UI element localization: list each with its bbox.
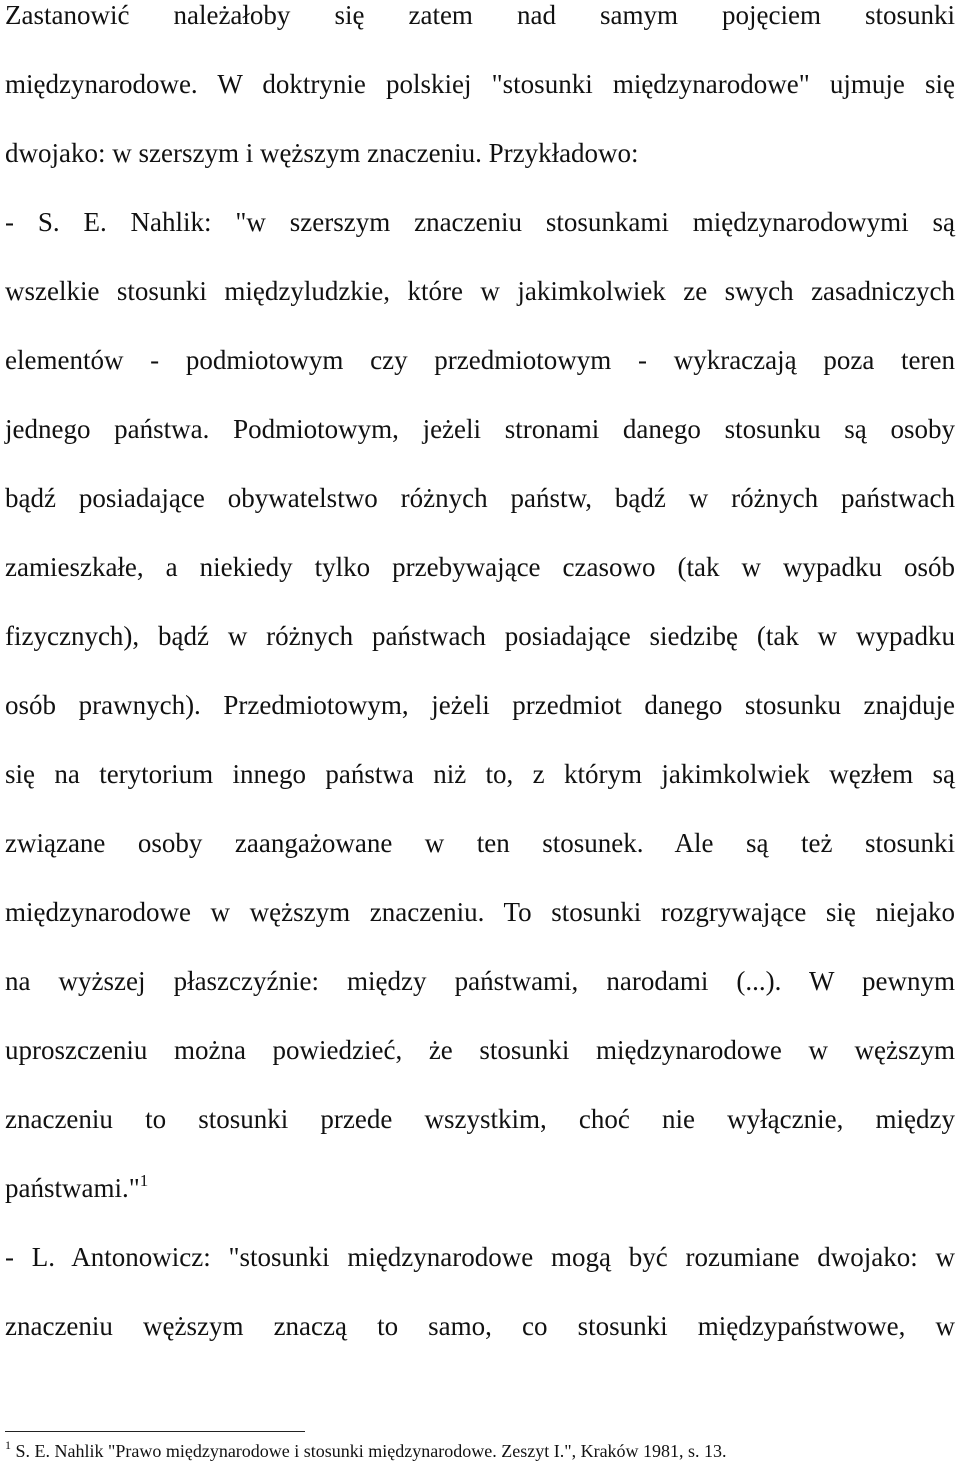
quote-closing-text: państwami.": [5, 1173, 140, 1203]
text-line: na wyższej płaszczyźnie: między państwami, narodami (...). W pewnym: [5, 966, 955, 996]
text-line: [5, 1173, 955, 1203]
text-line: osób prawnych). Przedmiotowym, jeżeli przedmiot danego stosunku znajduje: [5, 690, 955, 720]
footnote-separator: [5, 1431, 305, 1432]
text-line: znaczeniu to stosunki przede wszystkim, choć nie wyłącznie, między: [5, 1104, 955, 1134]
text-line: międzynarodowe w węższym znaczeniu. To stosunki rozgrywające się niejako: [5, 897, 955, 927]
text-line: Zastanowić należałoby się zatem nad samym pojęciem stosunki: [5, 0, 955, 30]
text-line: związane osoby zaangażowane w ten stosunek. Ale są też stosunki: [5, 828, 955, 858]
text-line: dwojako: w szerszym i węższym znaczeniu. Przykładowo:: [5, 138, 639, 168]
text-line: - S. E. Nahlik: "w szerszym znaczeniu stosunkami międzynarodowymi są: [5, 207, 955, 237]
text-line: się na terytorium innego państwa niż to, z którym jakimkolwiek węzłem są: [5, 759, 955, 789]
text-line: - L. Antonowicz: "stosunki międzynarodowe mogą być rozumiane dwojako: w: [5, 1242, 955, 1272]
footnote-reference[interactable]: 1: [139, 1171, 149, 1190]
text-line: uproszczeniu można powiedzieć, że stosunki międzynarodowe w węższym: [5, 1035, 955, 1065]
text-line: zamieszkałe, a niekiedy tylko przebywające czasowo (tak w wypadku osób: [5, 552, 955, 582]
text-line: międzynarodowe. W doktrynie polskiej "stosunki międzynarodowe" ujmuje się: [5, 69, 955, 99]
text-line: fizycznych), bądź w różnych państwach posiadające siedzibę (tak w wypadku: [5, 621, 955, 651]
text-line: wszelkie stosunki międzyludzkie, które w jakimkolwiek ze swych zasadniczych: [5, 276, 955, 306]
footnote-text: S. E. Nahlik "Prawo międzynarodowe i stosunki międzynarodowe. Zeszyt I.", Kraków 1981, s. 13.: [11, 1441, 727, 1461]
footnote: [5, 1440, 727, 1462]
text-line: elementów - podmiotowym czy przedmiotowym - wykraczają poza teren: [5, 345, 955, 375]
footnote-number: 1: [5, 1438, 11, 1452]
text-line: jednego państwa. Podmiotowym, jeżeli stronami danego stosunku są osoby: [5, 414, 955, 444]
text-line: bądź posiadające obywatelstwo różnych państw, bądź w różnych państwach: [5, 483, 955, 513]
text-line: znaczeniu węższym znaczą to samo, co stosunki międzypaństwowe, w: [5, 1311, 955, 1341]
